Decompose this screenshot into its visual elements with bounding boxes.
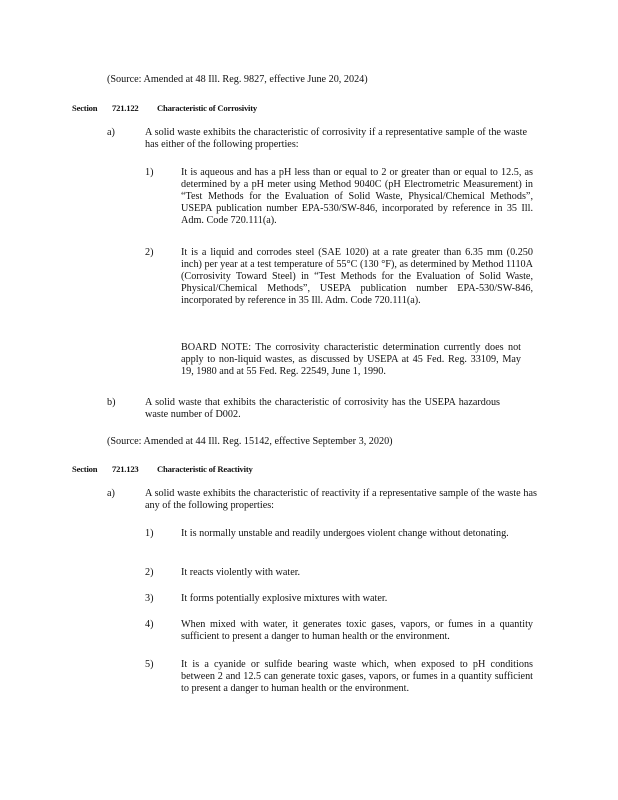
item-label: 5) xyxy=(145,659,154,670)
source-note: (Source: Amended at 44 Ill. Reg. 15142, effective September 3, 2020) xyxy=(107,436,393,447)
item-label: 4) xyxy=(145,619,154,630)
item-text: It is normally unstable and readily undergoes violent change without detonating. xyxy=(181,528,509,539)
item-label: 1) xyxy=(145,167,154,178)
board-note: BOARD NOTE: The corrosivity characteristic determination currently does not apply to non-liquid wastes, as discussed by USEPA at 45 Fed. Reg. 33109, May 19, 1980 and at 55 Fed. Reg. 22549, June 1, 1990. xyxy=(181,342,521,377)
item-label: 2) xyxy=(145,247,154,258)
item-text: It is a cyanide or sulfide bearing waste which, when exposed to pH conditions between 2 and 12.5 can generate toxic gases, vapors, or fumes in a quantity sufficient to present a danger to human health or the environment. xyxy=(181,659,533,694)
item-label: 1) xyxy=(145,528,154,539)
section-title: Characteristic of Corrosivity xyxy=(157,103,257,113)
subsection-text: A solid waste that exhibits the characteristic of corrosivity has the USEPA hazardous waste number of D002. xyxy=(145,397,500,420)
item-text: It reacts violently with water. xyxy=(181,567,301,578)
item-text: It forms potentially explosive mixtures with water. xyxy=(181,593,388,604)
item-text: It is aqueous and has a pH less than or equal to 2 or greater than or equal to 12.5, as determined by a pH meter using Method 9040C (pH Electrometric Measurement) in “Test Methods for the Evaluation of Solid Waste, Physical/Chemical Methods”, USEPA publication number EPA-530/SW-846, incorporated by reference in 35 Ill. Adm. Code 720.111(a). xyxy=(181,167,533,226)
subsection-label: a) xyxy=(107,488,115,499)
section-title: Characteristic of Reactivity xyxy=(157,464,253,474)
source-note: (Source: Amended at 48 Ill. Reg. 9827, effective June 20, 2024) xyxy=(107,74,368,85)
item-label: 3) xyxy=(145,593,154,604)
subsection-label: b) xyxy=(107,397,116,408)
subsection-text: A solid waste exhibits the characteristic of reactivity if a representative sample of the waste has any of the following properties: xyxy=(145,488,537,511)
section-label: Section xyxy=(72,464,98,474)
item-label: 2) xyxy=(145,567,154,578)
subsection-text: A solid waste exhibits the characteristic of corrosivity if a representative sample of the waste has either of the following properties: xyxy=(145,127,527,150)
item-text: It is a liquid and corrodes steel (SAE 1020) at a rate greater than 6.35 mm (0.250 inch) per year at a test temperature of 55°C (130 °F), as determined by Method 1110A (Corrosivity Toward Steel) in “Test Methods for the Evaluation of Solid Waste, Physical/Chemical Methods”, USEPA publication number EPA-530/SW-846, incorporated by reference in 35 Ill. Adm. Code 720.111(a). xyxy=(181,247,533,306)
item-text: When mixed with water, it generates toxic gases, vapors, or fumes in a quantity sufficient to present a danger to human health or the environment. xyxy=(181,619,533,642)
section-number: 721.122 xyxy=(112,103,139,113)
section-number: 721.123 xyxy=(112,464,139,474)
subsection-label: a) xyxy=(107,127,115,138)
section-label: Section xyxy=(72,103,98,113)
